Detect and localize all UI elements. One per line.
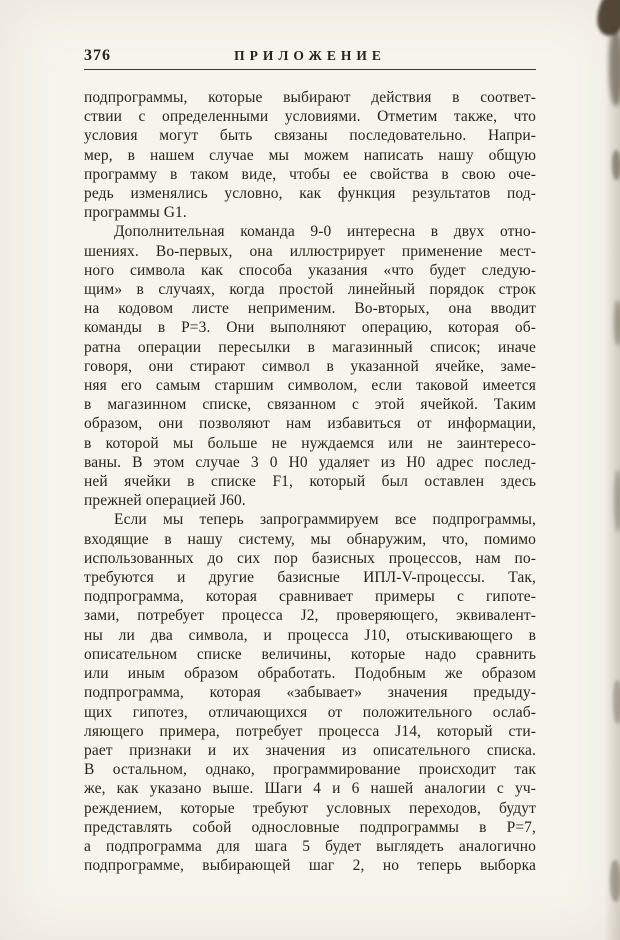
scan-smudge xyxy=(593,0,620,39)
text-line: образом, они позволяют нам избавиться от информации, xyxy=(84,415,536,433)
text-line: прежней операцией J60. xyxy=(84,492,246,510)
text-line: редь изменялись условно, как функция результатов под- xyxy=(84,185,536,203)
text-line: ней ячейки в списке F1, который был оставлен здесь xyxy=(84,473,536,491)
text-line: шениях. Во-первых, она иллюстрирует применение мест- xyxy=(84,242,536,260)
text-line: ного символа как способа указания «что будет следую- xyxy=(84,261,536,279)
text-line: няя его самым старшим символом, если таковой имеется xyxy=(84,377,536,395)
text-line: говоря, они стирают символ в указанной ячейке, заме- xyxy=(84,357,536,375)
paragraph xyxy=(84,222,536,510)
text-line: ны ли два символа, и процесса J10, отыскивающего в xyxy=(84,626,536,644)
text-line: команды в Р=3. Они выполняют операцию, которая об- xyxy=(84,319,536,337)
body-text xyxy=(84,88,536,875)
text-line: программы G1. xyxy=(84,204,187,222)
text-line: на кодовом листе неприменим. Во-вторых, она вводит xyxy=(84,300,536,318)
text-line: щих гипотез, отличающихся от положительного ослаб- xyxy=(84,703,536,721)
running-title: ПРИЛОЖЕНИЕ xyxy=(234,48,386,63)
text-line: подпрограмма, которая сравнивает примеры с гипоте- xyxy=(84,588,536,606)
scan-smudge xyxy=(609,28,620,106)
scan-smudge xyxy=(610,860,620,902)
text-line: мер, в нашем случае мы можем написать нашу общую xyxy=(84,146,536,164)
text-line: а подпрограмма для шага 5 будет выглядеть аналогично xyxy=(84,837,536,855)
text-line: программу в таком виде, чтобы ее свойства в свою оче- xyxy=(84,165,536,183)
text-line: подпрограмме, выбирающей шаг 2, но теперь выборка xyxy=(84,857,536,875)
text-line: Дополнительная команда 9-0 интересна в двух отно- xyxy=(114,223,536,241)
text-line: ратна операции пересылки в магазинный список; иначе xyxy=(84,338,536,356)
scan-smudge xyxy=(614,470,620,532)
text-line: требуются и другие базисные ИПЛ-V-процессы. Так, xyxy=(84,569,536,587)
text-line: использованных до сих пор базисных процессов, нам по- xyxy=(84,549,536,567)
text-line: ствии с определенными условиями. Отметим также, что xyxy=(84,108,536,126)
scan-smudge xyxy=(614,300,620,346)
scan-smudge xyxy=(612,150,620,180)
text-line: Если мы теперь запрограммируем все подпрограммы, xyxy=(114,511,536,529)
scan-artifact-right-edge xyxy=(604,0,620,940)
text-line: входящие в нашу систему, мы обнаружим, что, помимо xyxy=(84,530,536,548)
text-line: реждением, которые требуют условных переходов, будут xyxy=(84,799,536,817)
text-line: подпрограмма, которая «забывает» значения предыду- xyxy=(84,684,536,702)
text-line: в которой мы больше не нуждаемся или не заинтересо- xyxy=(84,434,536,452)
text-line: щим» в случаях, когда простой линейный порядок строк xyxy=(84,281,536,299)
text-line: рает признаки и их значения из описательного списка. xyxy=(84,741,536,759)
text-line: или иным образом обработать. Подобным же образом xyxy=(84,665,536,683)
scan-smudge xyxy=(613,680,620,724)
page-header xyxy=(84,46,536,66)
text-line: в магазинном списке, связанном с этой ячейкой. Таким xyxy=(84,396,536,414)
text-line: представлять собой однословные подпрограммы в Р=7, xyxy=(84,818,536,836)
text-line: подпрограммы, которые выбирают действия в соответ- xyxy=(84,89,536,106)
text-line: ваны. В этом случае 3 0 Н0 удаляет из Н0 адрес послед- xyxy=(84,453,536,471)
paragraph xyxy=(84,510,536,875)
text-line: В остальном, однако, программирование происходит так xyxy=(84,761,536,779)
text-line: описательном списке величины, которые надо сравнить xyxy=(84,645,536,663)
text-line: условия могут быть связаны последовательно. Напри- xyxy=(84,127,536,145)
text-line: зами, потребует процесса J2, проверяющего, эквивалент- xyxy=(84,607,536,625)
text-line: же, как указано выше. Шаги 4 и 6 нашей аналогии с уч- xyxy=(84,780,536,798)
paragraph xyxy=(84,88,536,222)
text-line: ляющего примера, потребует процесса J14, который сти- xyxy=(84,722,536,740)
page-number: 376 xyxy=(84,47,111,64)
header-rule xyxy=(84,69,536,70)
